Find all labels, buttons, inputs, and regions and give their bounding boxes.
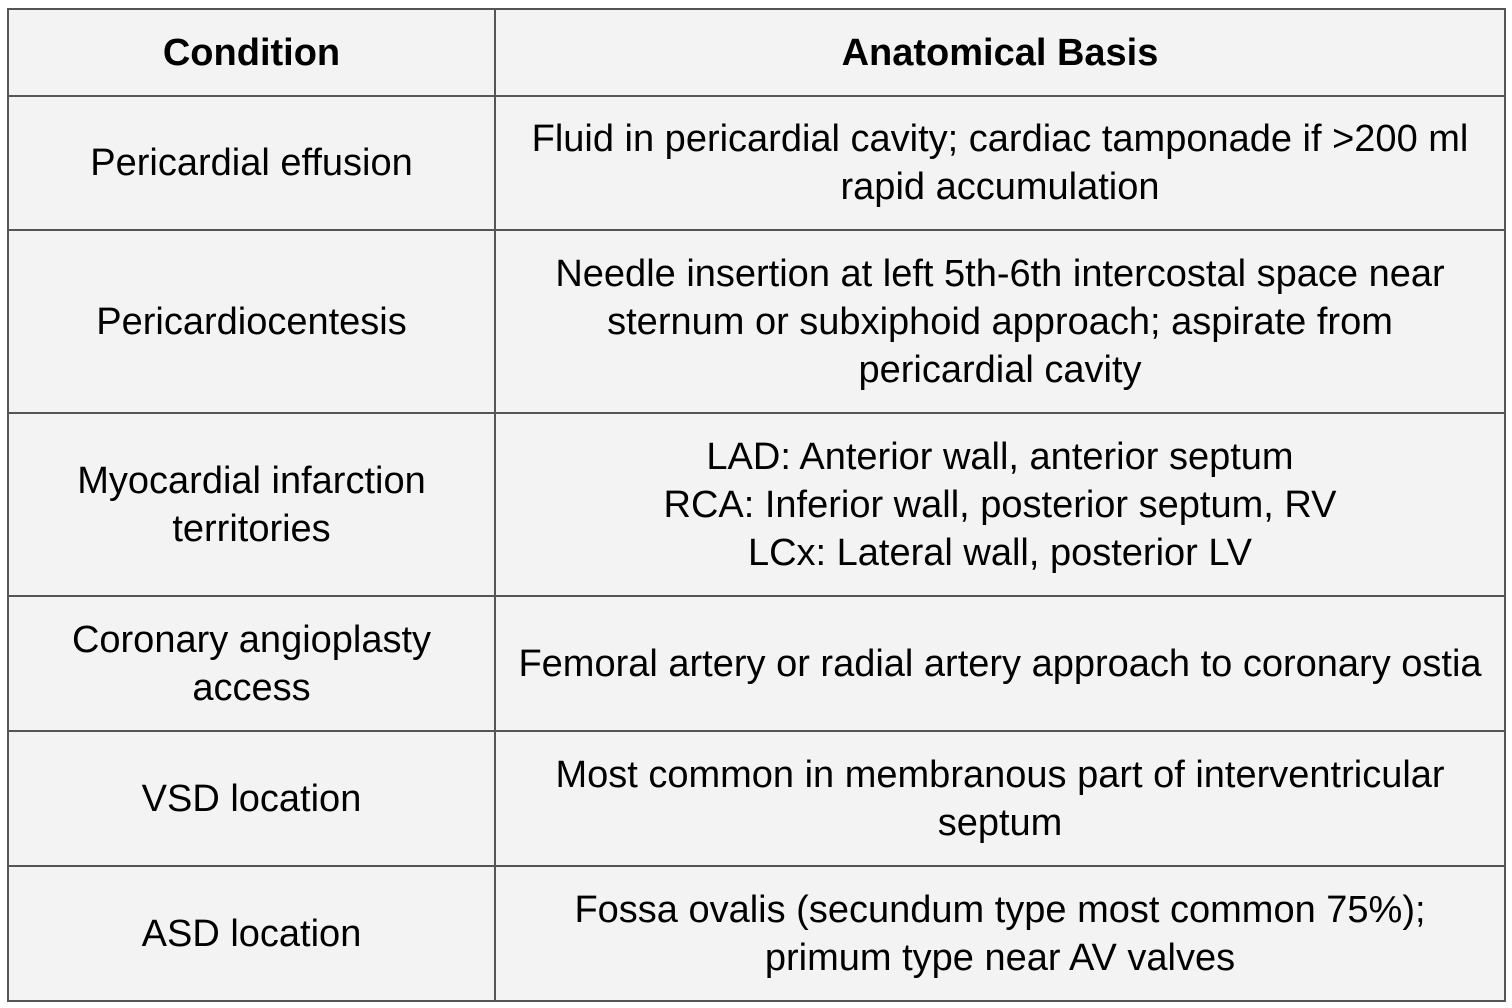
- basis-cell: Fossa ovalis (secundum type most common 75%); primum type near AV valves: [495, 866, 1505, 1001]
- basis-line-lad: LAD: Anterior wall, anterior septum: [706, 435, 1294, 478]
- condition-cell: Myocardial infarction territories: [8, 413, 495, 596]
- condition-cell: VSD location: [8, 731, 495, 866]
- basis-cell: Femoral artery or radial artery approach to coronary ostia: [495, 596, 1505, 731]
- condition-cell: Pericardial effusion: [8, 96, 495, 230]
- header-row: [8, 9, 1505, 96]
- basis-cell: [495, 413, 1505, 596]
- basis-cell: Needle insertion at left 5th-6th intercostal space near sternum or subxiphoid approach; aspirate from pericardial cavity: [495, 230, 1505, 413]
- basis-cell: Fluid in pericardial cavity; cardiac tamponade if >200 ml rapid accumulation: [495, 96, 1505, 230]
- header-condition: Condition: [8, 9, 495, 96]
- table-row: [8, 413, 1505, 596]
- basis-line-rca: RCA: Inferior wall, posterior septum, RV: [663, 483, 1337, 526]
- condition-cell: Coronary angioplasty access: [8, 596, 495, 731]
- table-row: [8, 96, 1505, 230]
- condition-cell: ASD location: [8, 866, 495, 1001]
- header-anatomical-basis: Anatomical Basis: [495, 9, 1505, 96]
- table-row: [8, 230, 1505, 413]
- table-row: [8, 596, 1505, 731]
- condition-cell: Pericardiocentesis: [8, 230, 495, 413]
- conditions-table: [7, 8, 1506, 1002]
- basis-cell: Most common in membranous part of interventricular septum: [495, 731, 1505, 866]
- table-row: [8, 866, 1505, 1001]
- basis-line-lcx: LCx: Lateral wall, posterior LV: [747, 531, 1253, 574]
- table-row: [8, 731, 1505, 866]
